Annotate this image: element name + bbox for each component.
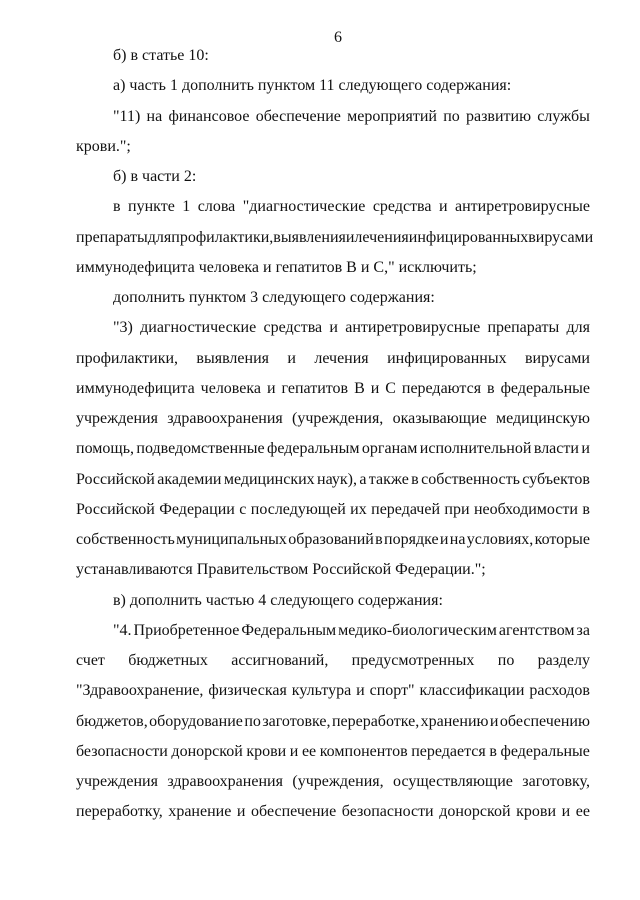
word: расходов	[529, 682, 590, 700]
word: "диагностические	[242, 198, 366, 216]
text-line	[76, 313, 590, 343]
word: осуществляющие	[393, 773, 513, 790]
word: последующей	[250, 500, 346, 518]
word: классификации	[419, 682, 525, 700]
word: средства	[263, 319, 323, 337]
word: обеспечение	[251, 803, 337, 821]
word: и	[287, 349, 296, 367]
word: антиретровирусные	[455, 198, 590, 216]
text-line	[76, 434, 590, 464]
text-line: устанавливаются Правительством Российской Федерации.";	[76, 561, 486, 579]
word: передаются	[401, 379, 482, 397]
word: физическая	[208, 682, 287, 700]
word: и	[438, 198, 448, 216]
word: "Здравоохранение,	[76, 682, 204, 700]
word: финансовое	[168, 107, 250, 125]
text-line	[76, 374, 590, 404]
word: В	[354, 379, 365, 397]
word: лечения	[354, 228, 409, 246]
word: медико-биологическим	[338, 621, 497, 639]
word: здравоохранения	[167, 410, 283, 427]
word: пункте	[128, 198, 175, 216]
word: Федерации	[159, 500, 235, 518]
word: учреждения	[76, 773, 158, 790]
word: профилактики,	[76, 349, 179, 367]
word: федеральные	[500, 742, 590, 760]
text-line	[76, 495, 590, 525]
word: ее	[575, 803, 590, 821]
word: инфицированных	[387, 349, 507, 367]
word: также	[368, 470, 409, 488]
text-line: б) в статье 10:	[113, 47, 209, 64]
word: и	[356, 682, 365, 700]
text-line: а) часть 1 дополнить пунктом 11 следующего содержания:	[113, 77, 512, 95]
word: спорт"	[369, 682, 415, 700]
word: переработку,	[76, 803, 163, 821]
word: развитию	[466, 107, 532, 125]
word: обеспечению	[499, 712, 590, 730]
text-line: дополнить пунктом 3 следующего содержания:	[113, 289, 435, 306]
word: оказывающие	[392, 410, 487, 427]
word: заготовке,	[262, 712, 331, 730]
word: по	[497, 652, 515, 669]
word: хранение	[168, 803, 232, 821]
word: предусмотренных	[351, 652, 475, 669]
word: передачей	[371, 500, 441, 518]
word: культура	[291, 682, 352, 700]
text-line	[76, 676, 590, 706]
word: за	[576, 621, 590, 639]
word: и	[370, 379, 380, 397]
word: разделу	[537, 652, 590, 669]
text-line: в) дополнить частью 4 следующего содержания:	[113, 591, 443, 609]
word: заготовку,	[522, 773, 590, 790]
word: исполнительной	[419, 440, 532, 458]
word: лечения	[314, 349, 369, 367]
word: и	[329, 319, 338, 337]
word: (учреждения,	[292, 773, 384, 790]
word: подведомственные	[136, 440, 265, 458]
word: для	[566, 319, 590, 337]
word: собственность	[76, 531, 175, 548]
word: и	[489, 712, 499, 730]
word: ее	[301, 742, 317, 760]
word: и	[236, 803, 246, 821]
word: диагностические	[140, 319, 257, 337]
word: оборудование	[149, 712, 243, 730]
word: с	[239, 500, 247, 518]
word: Приобретенное	[133, 621, 240, 639]
word: вирусами	[524, 349, 590, 367]
word: на	[146, 107, 163, 125]
word: учреждения	[76, 410, 158, 427]
word: в	[375, 531, 383, 548]
word: наук),	[317, 470, 357, 488]
word: академии	[157, 470, 222, 488]
text-line	[76, 737, 590, 767]
word: службы	[537, 107, 590, 125]
text-line	[76, 465, 590, 495]
word: крови	[246, 742, 287, 760]
word: препараты	[76, 228, 148, 246]
word: Российской	[76, 500, 155, 518]
word: профилактики,	[171, 228, 274, 246]
word: их	[350, 500, 367, 518]
word: порядке	[384, 531, 439, 548]
word: счет	[76, 652, 105, 669]
document-text	[76, 41, 594, 828]
word: помощь,	[76, 440, 134, 458]
text-line	[76, 223, 594, 253]
text-line	[76, 797, 590, 827]
word: донорской	[439, 803, 511, 821]
word: бюджетов,	[76, 712, 148, 730]
text-line: б) в части 2:	[113, 168, 197, 185]
word: безопасности	[76, 742, 168, 760]
word: иммунодефицита	[76, 379, 195, 397]
word: которые	[534, 531, 590, 548]
word: и	[581, 440, 590, 458]
word: условиях,	[466, 531, 534, 548]
text-line	[76, 646, 590, 676]
word: и	[561, 803, 571, 821]
word: выявления	[196, 349, 269, 367]
word: обеспечение	[255, 107, 341, 125]
word: в	[113, 198, 121, 216]
word: безопасности	[341, 803, 434, 821]
text-line	[76, 192, 590, 222]
page-number: 6	[334, 29, 342, 46]
word: субъектов	[522, 470, 590, 488]
word: выявления	[273, 228, 346, 246]
word: хранению	[420, 712, 489, 730]
word: ассигнований,	[231, 652, 329, 669]
word: инфицированных	[408, 228, 529, 246]
text-line	[76, 616, 590, 646]
word: по	[244, 712, 261, 730]
word: и	[266, 379, 276, 397]
text-line	[76, 707, 590, 737]
word: С	[385, 379, 396, 397]
word: "3)	[113, 319, 133, 337]
word: мероприятий	[347, 107, 437, 125]
word: передается	[411, 742, 486, 760]
word: крови	[516, 803, 556, 821]
text-line	[76, 344, 590, 374]
word: федеральные	[500, 379, 590, 397]
word: органам	[361, 440, 418, 458]
word: для	[147, 228, 172, 246]
word: в	[411, 470, 419, 488]
word: 1	[182, 198, 191, 216]
word: агентством	[498, 621, 575, 639]
word: а	[359, 470, 367, 488]
word: антиретровирусные	[345, 319, 481, 337]
word: Российской	[76, 470, 155, 488]
word: гепатитов	[281, 379, 349, 397]
word: и	[345, 228, 355, 246]
word: власти	[533, 440, 579, 458]
word: бюджетных	[128, 652, 208, 669]
word: препараты	[487, 319, 560, 337]
text-line	[76, 102, 590, 132]
word: (учреждения,	[292, 410, 384, 427]
word: необходимости	[473, 500, 578, 518]
word: муниципальных	[176, 531, 287, 548]
word: переработке,	[331, 712, 420, 730]
word: в	[489, 742, 497, 760]
word: медицинскую	[495, 410, 590, 427]
word: "4.	[113, 621, 132, 639]
word: образований	[288, 531, 374, 548]
word: компонентов	[319, 742, 408, 760]
word: собственность	[421, 470, 520, 488]
word: здравоохранения	[167, 773, 283, 790]
word: на	[449, 531, 466, 548]
word: и	[439, 531, 449, 548]
word: "11)	[113, 107, 141, 125]
word: медицинских	[223, 470, 315, 488]
word: и	[289, 742, 299, 760]
word: вирусами	[528, 228, 594, 246]
word: по	[443, 107, 460, 125]
text-line	[76, 525, 590, 555]
word: в	[582, 500, 590, 518]
text-line: крови.";	[76, 137, 131, 155]
text-line	[76, 404, 590, 434]
text-line: иммунодефицита человека и гепатитов В и С," исключить;	[76, 258, 477, 276]
text-line	[76, 767, 590, 797]
word: средства	[372, 198, 432, 216]
word: человека	[200, 379, 261, 397]
word: слова	[197, 198, 236, 216]
word: донорской	[171, 742, 243, 760]
word: Федеральным	[241, 621, 337, 639]
word: при	[444, 500, 470, 518]
word: в	[487, 379, 495, 397]
word: федеральным	[267, 440, 360, 458]
